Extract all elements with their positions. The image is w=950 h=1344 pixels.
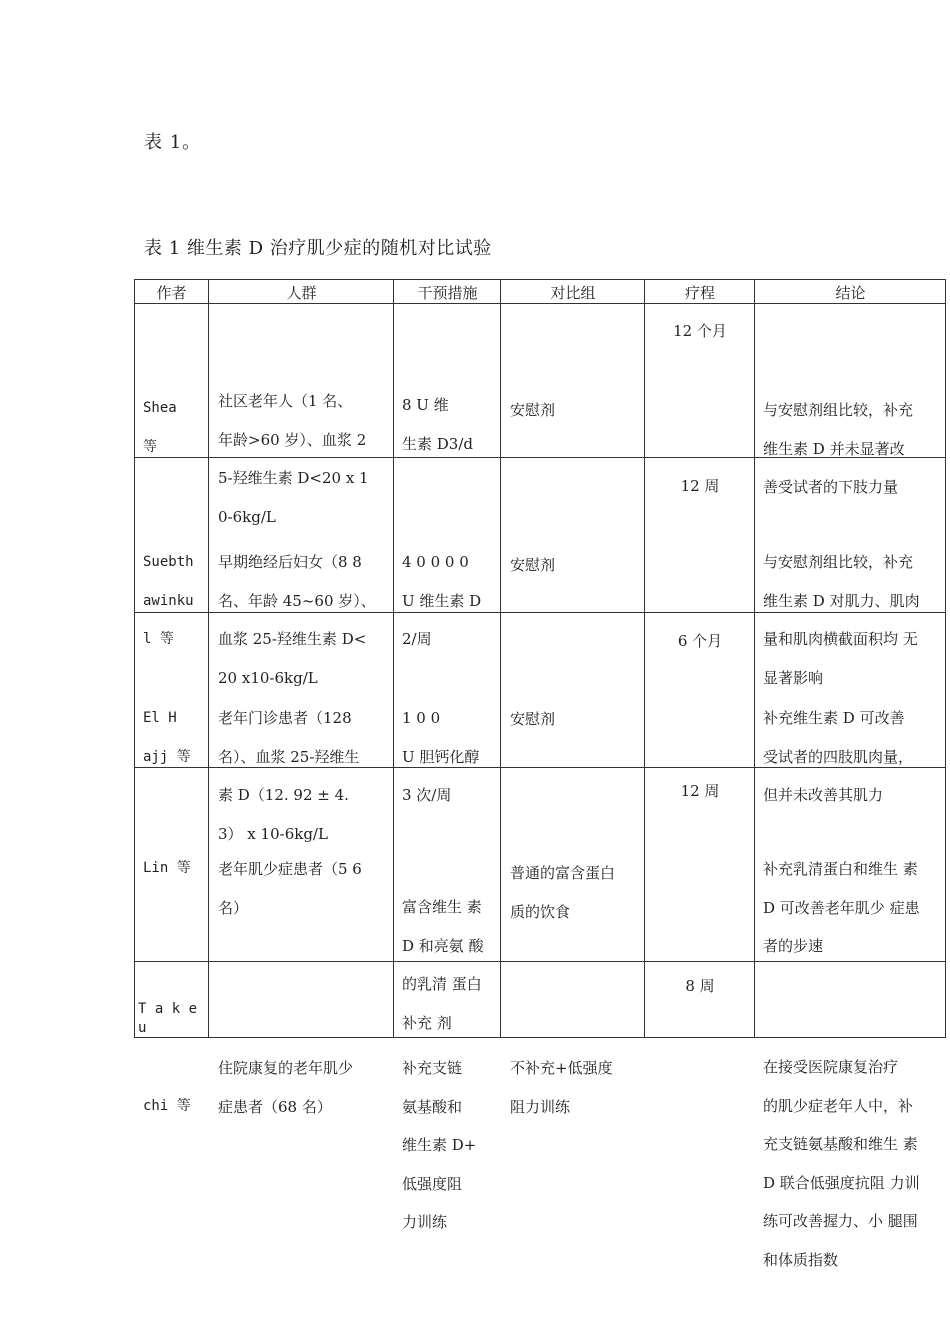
row3-duration: 6 个月 [677, 632, 723, 650]
col-rule-3 [500, 279, 501, 1038]
section-heading: 表 1。 [144, 132, 202, 153]
row5-population: 住院康复的老年肌少 症患者（68 名） [218, 1059, 354, 1116]
rule-header [134, 303, 946, 304]
col-header-control: 对比组 [550, 284, 596, 302]
row2-conclusion: 与安慰剂组比较，补充 维生素 D 对肌力、肌肉 量和肌肉横截面积均 无 显著影响 [763, 553, 920, 687]
row1-author: Shea 等 [143, 400, 177, 455]
row5-author-top: T a k e u [138, 1001, 198, 1036]
col-header-author: 作者 [156, 284, 187, 302]
row3-conclusion: 补充维生素 D 可改善 受试者的四肢肌肉量， 但并未改善其肌力 [763, 709, 914, 804]
col-rule-0 [134, 279, 135, 1038]
row5-control: 不补充+低强度 阻力训练 [510, 1059, 613, 1116]
table-caption: 表 1 维生素 D 治疗肌少症的随机对比试验 [144, 238, 492, 259]
row2-population: 早期绝经后妇女（8 8 名、年龄 45~60 岁）、 血浆 25-羟维生素 D< 20 x10-6kg/L [218, 553, 376, 687]
row5-intervention: 补充支链 氨基酸和 维生素 D+ 低强度阻 力训练 [402, 1059, 477, 1231]
row4-duration: 12 周 [680, 782, 720, 800]
row3-population: 老年门诊患者（128 名）、血浆 25-羟维生 素 D（12. 92 ± 4. 3） x 10-6kg/L [218, 709, 360, 843]
row3-author: El H ajj 等 [143, 710, 191, 765]
row4-control: 普通的富含蛋白 质的饮食 [510, 864, 616, 921]
row1-control: 安慰剂 [510, 401, 556, 419]
row2-author: Suebth awinku l 等 [143, 554, 194, 647]
row4-author: Lin 等 [143, 860, 191, 876]
row1-intervention: 8 U 维 生素 D3/d [402, 396, 473, 453]
row1-duration: 12 个月 [673, 322, 727, 340]
row4-conclusion: 补充乳清蛋白和维生 素 D 可改善老年肌少 症患 者的步速 [763, 860, 920, 955]
row5-author-bottom: chi 等 [143, 1098, 191, 1114]
row4-population: 老年肌少症患者（5 6 名） [218, 860, 362, 917]
row1-conclusion: 与安慰剂组比较，补充 维生素 D 并未显著改 善受试者的下肢力量 [763, 401, 914, 496]
rule-top [134, 279, 946, 280]
row1-population: 社区老年人（1 名、 年龄>60 岁）、血浆 2 5-羟维生素 D<20 x 1 0-6kg/L [218, 392, 369, 526]
col-rule-2 [393, 279, 394, 1038]
row5-duration: 8 周 [685, 977, 715, 995]
col-header-conclusion: 结论 [835, 284, 866, 302]
col-header-intervention: 干预措施 [417, 284, 478, 302]
row5-conclusion: 在接受医院康复治疗 的肌少症老年人中，补 充支链氨基酸和维生 素 D 联合低强度抗阻 力训 练可改善握力、小 腿围 和体质指数 [763, 1058, 920, 1269]
row3-control: 安慰剂 [510, 710, 556, 728]
row3-intervention: 1 0 0 U 胆钙化醇 3 次/周 [402, 709, 480, 804]
col-rule-1 [208, 279, 209, 1038]
col-rule-6 [945, 279, 946, 1038]
row2-control: 安慰剂 [510, 556, 556, 574]
row2-intervention: 4 0 0 0 0 U 维生素 D 2/周 [402, 553, 482, 648]
row2-duration: 12 周 [680, 477, 720, 495]
col-header-population: 人群 [286, 284, 317, 302]
col-header-duration: 疗程 [684, 284, 715, 302]
row4-intervention: 富含维生 素 D 和亮氨 酸 的乳清 蛋白 补充 剂 [402, 898, 484, 1032]
